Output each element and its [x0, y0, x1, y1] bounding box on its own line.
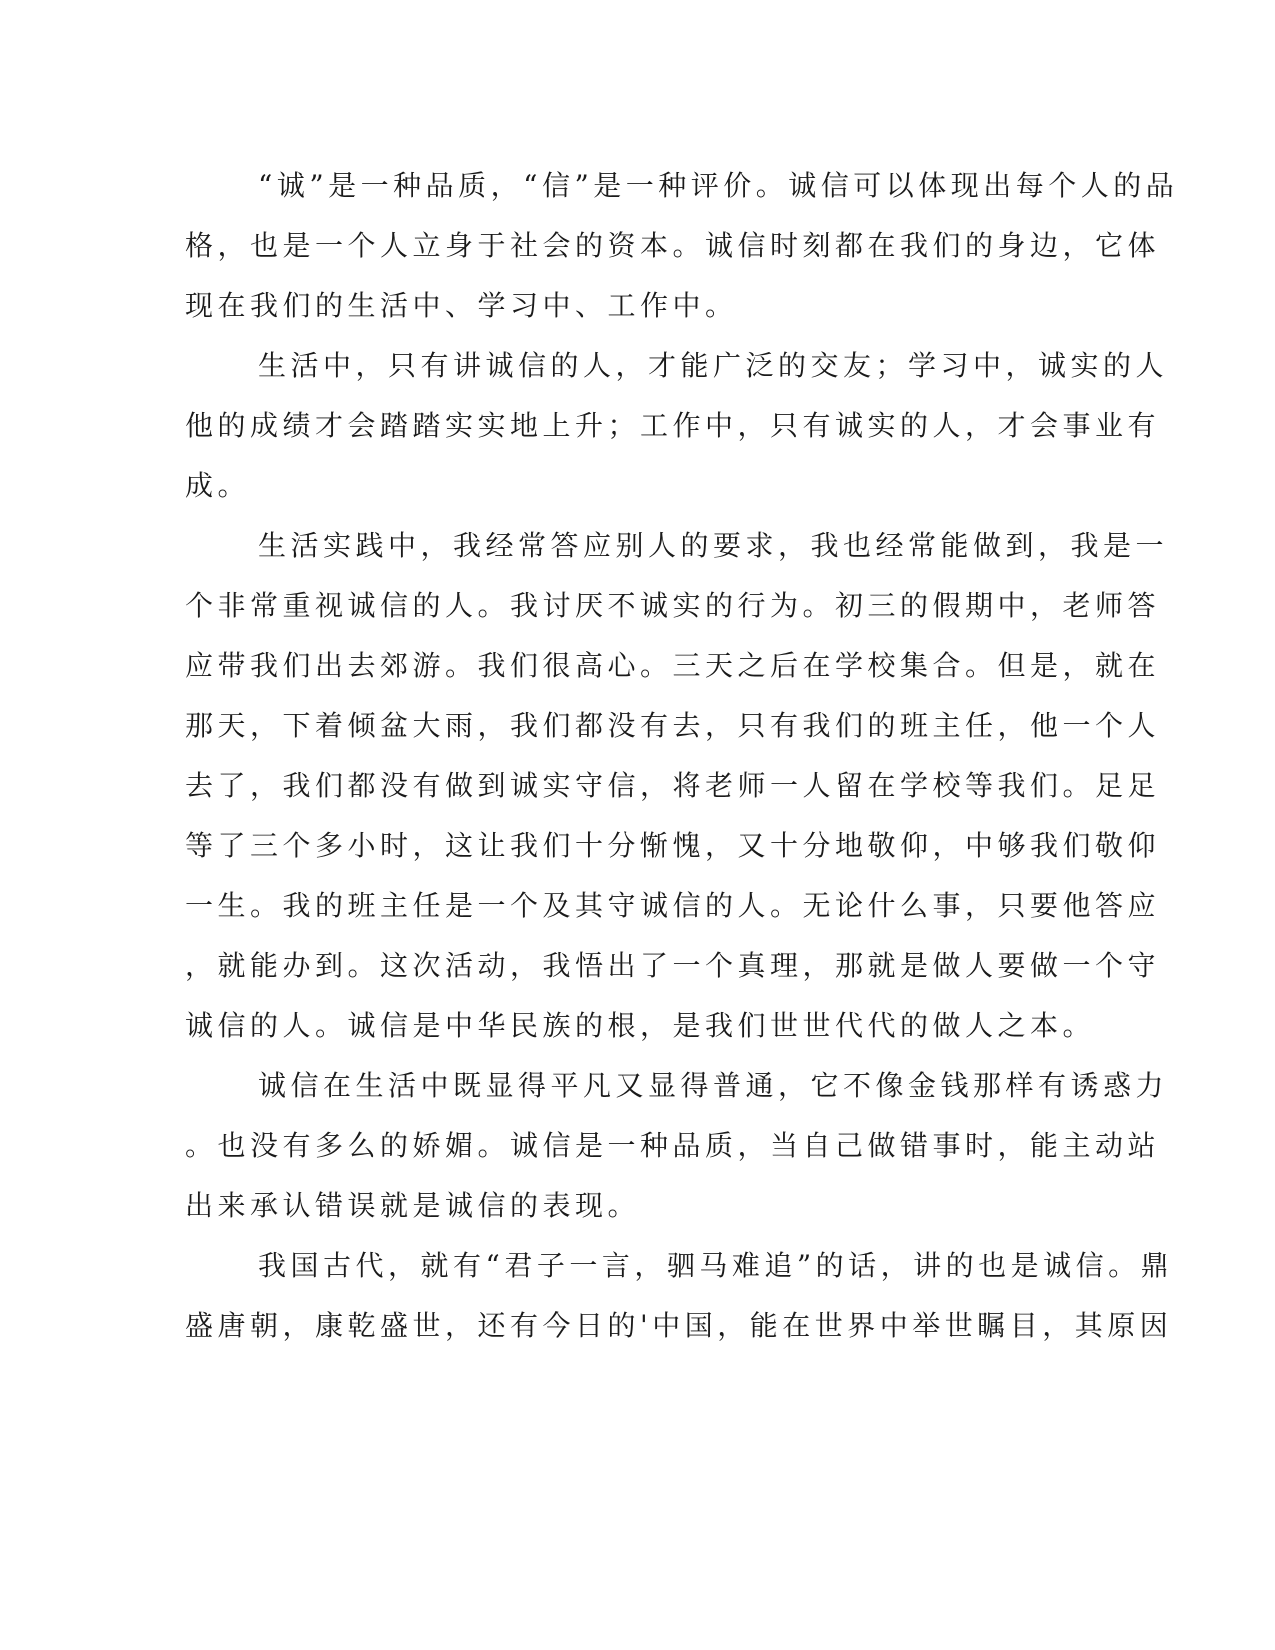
document-body — [185, 156, 1179, 1356]
paragraph-line: 成。 — [185, 469, 251, 502]
paragraph-1 — [185, 156, 1179, 336]
paragraph-line: “诚”是一种品质，“信”是一种评价。诚信可以体现出每个人的品 — [258, 169, 1179, 202]
paragraph-line: 等了三个多小时，这让我们十分惭愧，又十分地敬仰，中够我们敬仰 — [185, 829, 1161, 862]
paragraph-line: 生活实践中，我经常答应别人的要求，我也经常能做到，我是一 — [258, 529, 1169, 562]
paragraph-3 — [185, 516, 1169, 1056]
paragraph-line: 应带我们出去郊游。我们很高心。三天之后在学校集合。但是，就在 — [185, 649, 1161, 682]
paragraph-line: 那天，下着倾盆大雨，我们都没有去，只有我们的班主任，他一个人 — [185, 709, 1161, 742]
paragraph-line: 盛唐朝，康乾盛世，还有今日的'中国，能在世界中举世瞩目，其原因 — [185, 1309, 1173, 1342]
paragraph-line: 我国古代，就有“君子一言，驷马难追”的话，讲的也是诚信。鼎 — [258, 1249, 1174, 1282]
paragraph-2 — [185, 336, 1169, 516]
paragraph-line: ，就能办到。这次活动，我悟出了一个真理，那就是做人要做一个守 — [185, 949, 1161, 982]
paragraph-line: 出来承认错误就是诚信的表现。 — [185, 1189, 641, 1222]
paragraph-line: 个非常重视诚信的人。我讨厌不诚实的行为。初三的假期中，老师答 — [185, 589, 1161, 622]
paragraph-line: 去了，我们都没有做到诚实守信，将老师一人留在学校等我们。足足 — [185, 769, 1161, 802]
paragraph-line: 一生。我的班主任是一个及其守诚信的人。无论什么事，只要他答应 — [185, 889, 1161, 922]
paragraph-line: 格，也是一个人立身于社会的资本。诚信时刻都在我们的身边，它体 — [185, 229, 1161, 262]
paragraph-5 — [185, 1236, 1174, 1356]
paragraph-line: 。也没有多么的娇媚。诚信是一种品质，当自己做错事时，能主动站 — [185, 1129, 1161, 1162]
paragraph-4 — [185, 1056, 1169, 1236]
paragraph-line: 他的成绩才会踏踏实实地上升；工作中，只有诚实的人，才会事业有 — [185, 409, 1161, 442]
paragraph-line: 诚信的人。诚信是中华民族的根，是我们世世代代的做人之本。 — [185, 1009, 1096, 1042]
paragraph-line: 诚信在生活中既显得平凡又显得普通，它不像金钱那样有诱惑力 — [258, 1069, 1169, 1102]
paragraph-line: 现在我们的生活中、学习中、工作中。 — [185, 289, 738, 322]
paragraph-line: 生活中，只有讲诚信的人，才能广泛的交友；学习中，诚实的人 — [258, 349, 1169, 382]
